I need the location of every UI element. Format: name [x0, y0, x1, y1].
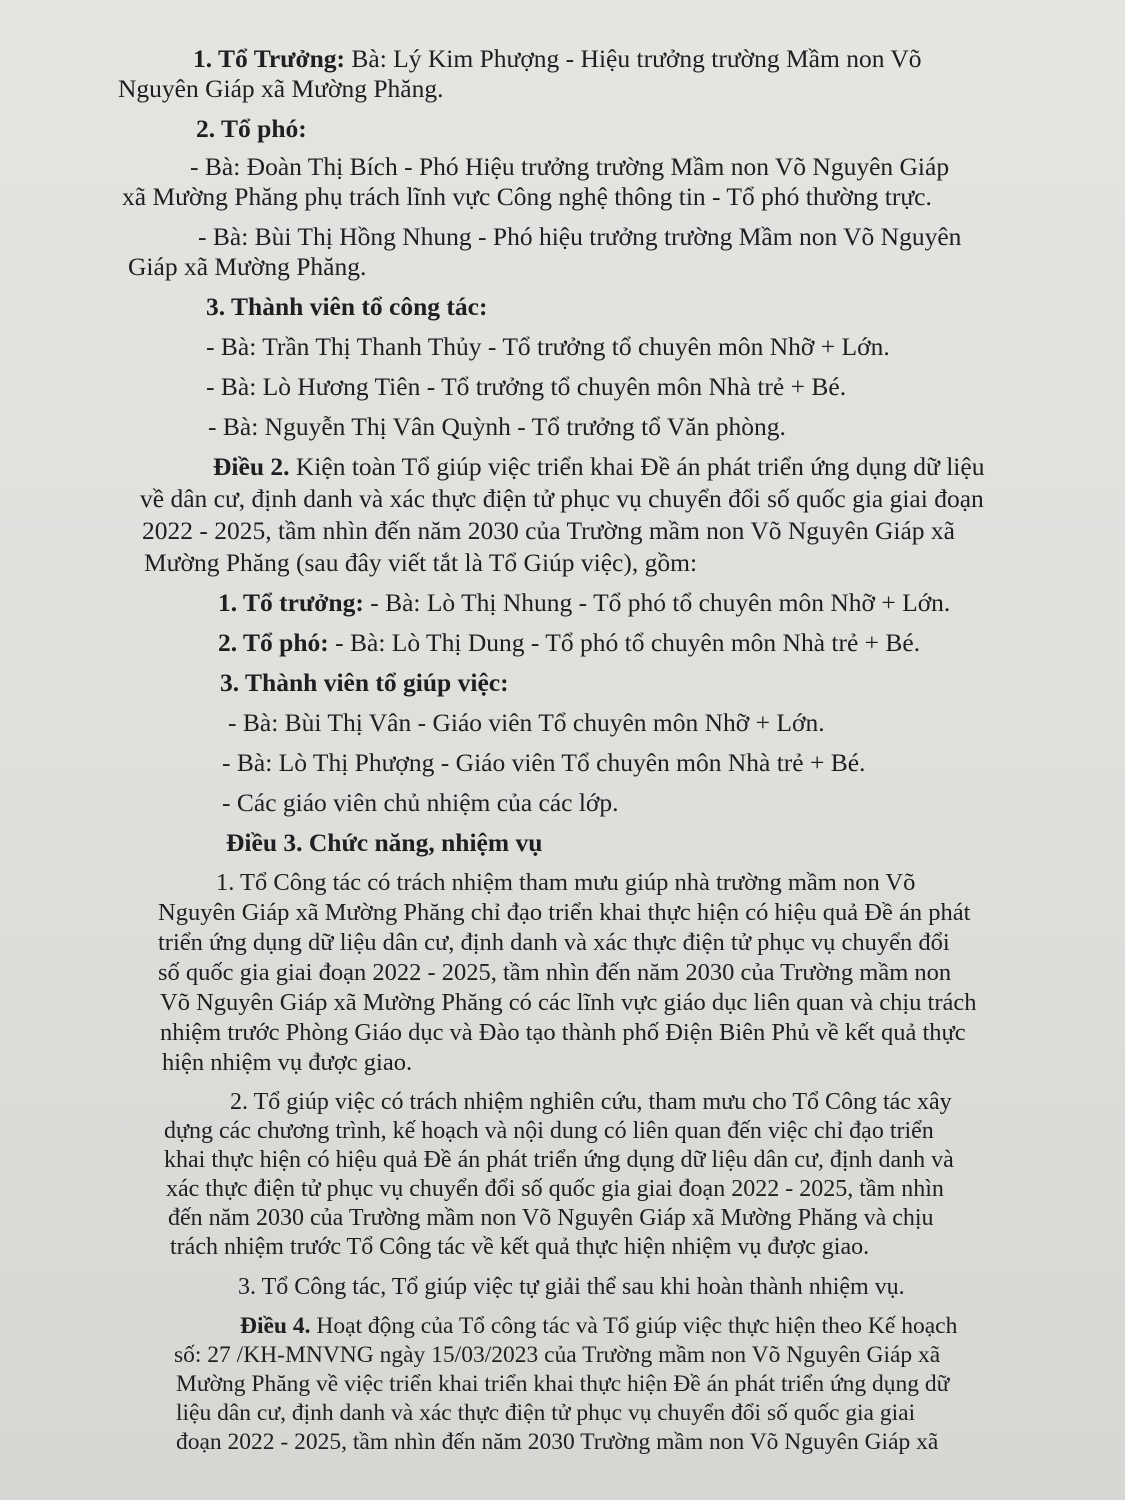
dieu-4-line: Mường Phăng về việc triển khai triển khai thực hiện Đề án phát triển ứng dụng dữ — [176, 1371, 950, 1397]
thanh-vien-member-3: - Bà: Nguyễn Thị Vân Quỳnh - Tổ trưởng tổ Văn phòng. — [208, 412, 786, 441]
dieu-4-line: số: 27 /KH-MNVNG ngày 15/03/2023 của Trường mầm non Võ Nguyên Giáp xã — [174, 1342, 941, 1368]
to-truong-cont: Nguyên Giáp xã Mường Phăng. — [118, 74, 444, 103]
thanh-vien-member-2: - Bà: Lò Hương Tiên - Tổ trưởng tổ chuyên môn Nhà trẻ + Bé. — [206, 372, 847, 401]
tg-member-1: - Bà: Bùi Thị Vân - Giáo viên Tổ chuyên môn Nhỡ + Lớn. — [228, 708, 825, 737]
document-body — [118, 44, 1098, 1457]
dieu-3-p2-line: xác thực điện tử phục vụ chuyển đổi số quốc gia giai đoạn 2022 - 2025, tầm nhìn — [166, 1176, 944, 1202]
dieu-4-line: liệu dân cư, định danh và xác thực điện tử phục vụ chuyển đổi số quốc gia giai — [176, 1400, 916, 1426]
tg-to-pho-text: - Bà: Lò Thị Dung - Tổ phó tổ chuyên môn Nhà trẻ + Bé. — [328, 628, 921, 657]
tg-to-truong-label: 1. Tổ trưởng: — [218, 588, 364, 617]
dieu-3-p1-line: 1. Tổ Công tác có trách nhiệm tham mưu giúp nhà trường mầm non Võ — [216, 869, 916, 896]
dieu-3-p2-line: đến năm 2030 của Trường mầm non Võ Nguyên Giáp xã Mường Phăng và chịu — [168, 1205, 934, 1231]
dieu-2-label: Điều 2. — [213, 452, 290, 481]
dieu-3-p1-line: Nguyên Giáp xã Mường Phăng chỉ đạo triển khai thực hiện có hiệu quả Đề án phát — [158, 899, 971, 926]
tg-member-3: - Các giáo viên chủ nhiệm của các lớp. — [222, 788, 619, 817]
to-truong-line — [118, 44, 1098, 74]
tg-to-pho-line — [118, 628, 1098, 658]
to-pho-member-2: - Bà: Bùi Thị Hồng Nhung - Phó hiệu trưởng trường Mầm non Võ Nguyên — [198, 222, 962, 251]
tg-to-truong-line — [118, 588, 1098, 618]
tg-thanh-vien-label: 3. Thành viên tổ giúp việc: — [220, 668, 509, 697]
dieu-3-heading: Điều 3. Chức năng, nhiệm vụ — [226, 828, 543, 857]
to-truong-label: 1. Tổ Trưởng: — [193, 44, 345, 73]
dieu-3-paragraph-2 — [118, 1088, 1098, 1262]
dieu-3-p2-line: dựng các chương trình, kế hoạch và nội dung có liên quan đến việc chỉ đạo triển — [164, 1118, 934, 1144]
dieu-4-text: Hoạt động của Tổ công tác và Tổ giúp việc thực hiện theo Kế hoạch — [310, 1313, 958, 1339]
thanh-vien-label: 3. Thành viên tổ công tác: — [206, 292, 488, 321]
dieu-2-line-2: về dân cư, định danh và xác thực điện tử phục vụ chuyển đổi số quốc gia giai đoạn — [140, 484, 984, 513]
tg-to-pho-label: 2. Tổ phó: — [218, 628, 329, 657]
dieu-3-p1-line: nhiệm trước Phòng Giáo dục và Đào tạo thành phố Điện Biên Phủ về kết quả thực — [160, 1019, 966, 1046]
dieu-2-line-3: 2022 - 2025, tầm nhìn đến năm 2030 của Trường mầm non Võ Nguyên Giáp xã — [142, 516, 955, 545]
dieu-4-line-1 — [118, 1312, 1098, 1341]
dieu-3-p2-line: 2. Tổ giúp việc có trách nhiệm nghiên cứu, tham mưu cho Tổ Công tác xây — [230, 1089, 952, 1115]
dieu-2-text: Kiện toàn Tổ giúp việc triển khai Đề án phát triển ứng dụng dữ liệu — [289, 452, 985, 481]
tg-member-2: - Bà: Lò Thị Phượng - Giáo viên Tổ chuyên môn Nhà trẻ + Bé. — [222, 748, 866, 777]
to-pho-member-2-cont: Giáp xã Mường Phăng. — [128, 252, 367, 281]
dieu-2-line-4: Mường Phăng (sau đây viết tắt là Tổ Giúp việc), gồm: — [144, 548, 698, 577]
to-truong-text: Bà: Lý Kim Phượng - Hiệu trưởng trường Mầm non Võ — [345, 44, 922, 73]
thanh-vien-member-1: - Bà: Trần Thị Thanh Thủy - Tổ trưởng tổ chuyên môn Nhỡ + Lớn. — [206, 332, 890, 361]
dieu-4-block — [118, 1312, 1098, 1457]
to-pho-label: 2. Tổ phó: — [196, 114, 307, 143]
dieu-3-p2-line: trách nhiệm trước Tổ Công tác về kết quả thực hiện nhiệm vụ được giao. — [170, 1234, 870, 1260]
to-pho-member-1-cont: xã Mường Phăng phụ trách lĩnh vực Công nghệ thông tin - Tổ phó thường trực. — [122, 182, 932, 211]
dieu-3-paragraph-3: 3. Tổ Công tác, Tổ giúp việc tự giải thể sau khi hoàn thành nhiệm vụ. — [238, 1274, 905, 1300]
dieu-3-p1-line: số quốc gia giai đoạn 2022 - 2025, tầm nhìn đến năm 2030 của Trường mầm non — [158, 959, 952, 986]
dieu-4-label: Điều 4. — [240, 1313, 311, 1339]
dieu-3-paragraph-1 — [118, 868, 1098, 1078]
tg-to-truong-text: - Bà: Lò Thị Nhung - Tổ phó tổ chuyên môn Nhỡ + Lớn. — [363, 588, 951, 617]
dieu-2-line-1 — [118, 452, 1098, 482]
dieu-3-p1-line: hiện nhiệm vụ được giao. — [162, 1049, 413, 1076]
dieu-3-p1-line: Võ Nguyên Giáp xã Mường Phăng có các lĩnh vực giáo dục liên quan và chịu trách — [160, 989, 977, 1016]
to-pho-member-1: - Bà: Đoàn Thị Bích - Phó Hiệu trưởng trường Mầm non Võ Nguyên Giáp — [190, 152, 950, 181]
dieu-4-line: đoạn 2022 - 2025, tầm nhìn đến năm 2030 Trường mầm non Võ Nguyên Giáp xã — [176, 1429, 939, 1455]
dieu-3-p1-line: triển ứng dụng dữ liệu dân cư, định danh và xác thực điện tử phục vụ chuyển đổi — [158, 929, 950, 956]
dieu-3-p2-line: khai thực hiện có hiệu quả Đề án phát triển ứng dụng dữ liệu dân cư, định danh và — [164, 1147, 954, 1173]
